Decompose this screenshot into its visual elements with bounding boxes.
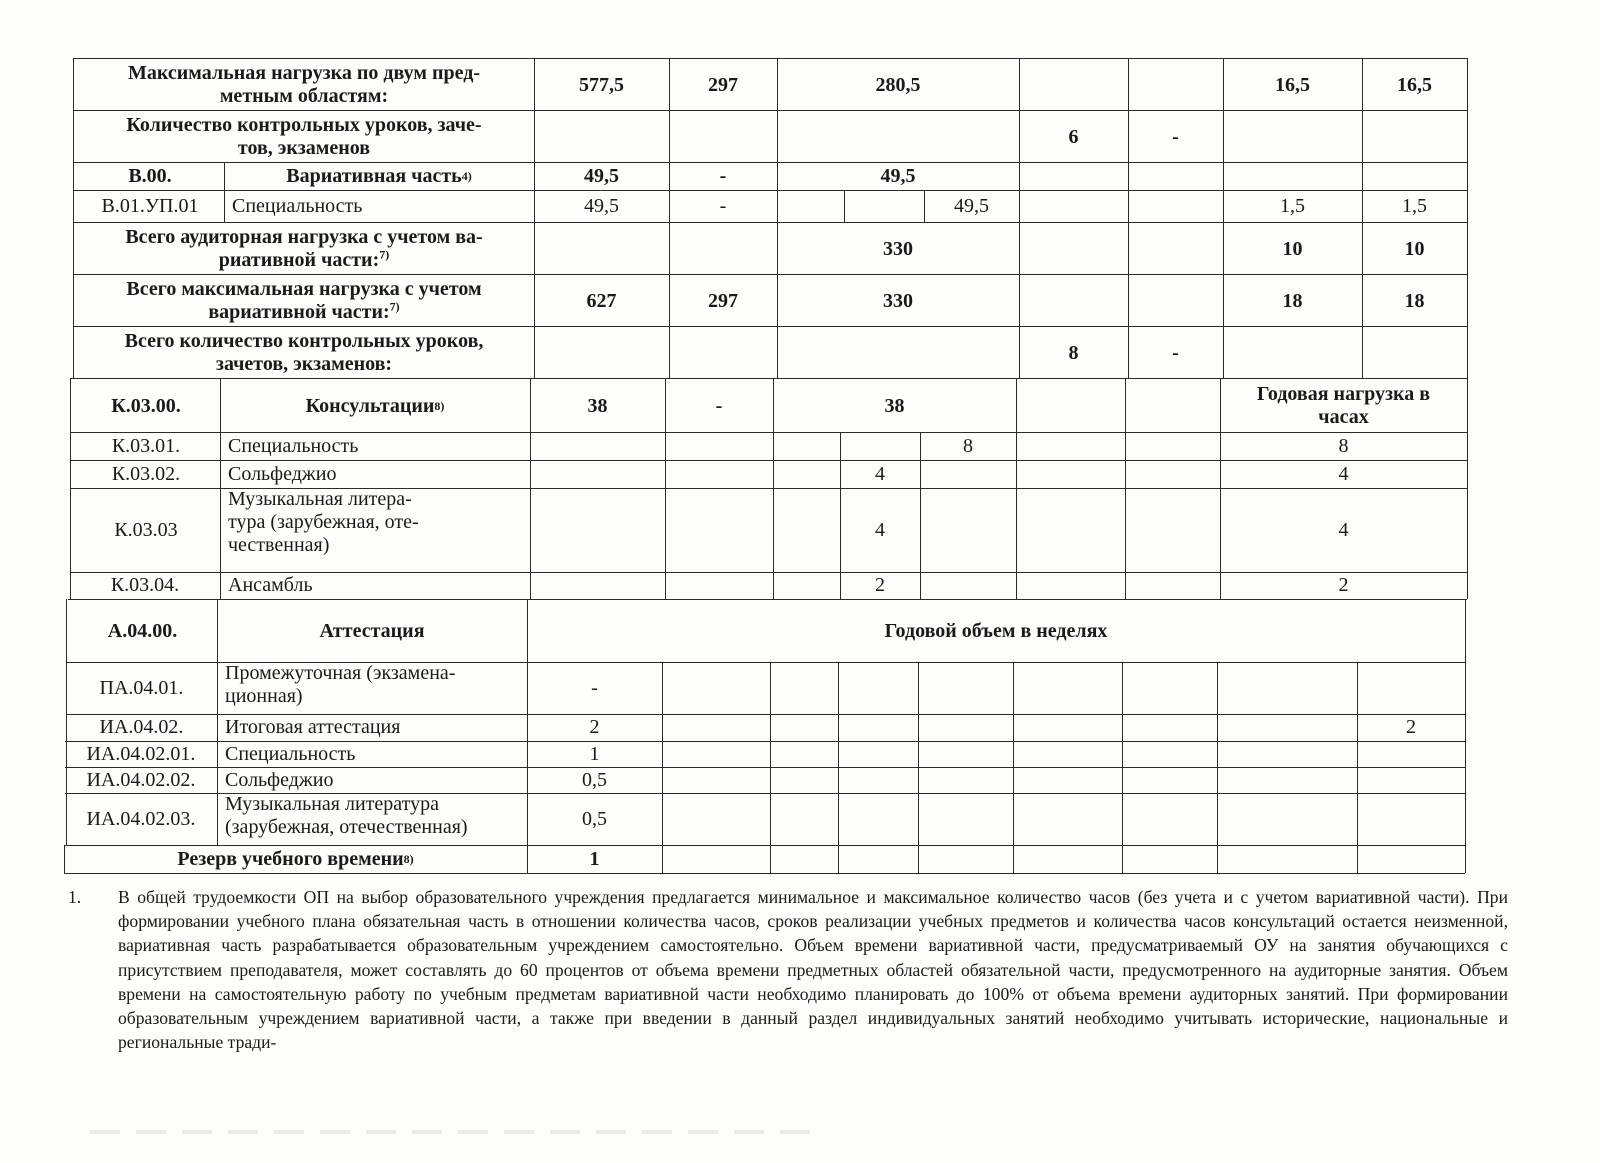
k04-label: Ансамбль xyxy=(228,574,313,596)
reserve-value: 1 xyxy=(589,847,600,870)
total-max-sem1: 18 xyxy=(1282,289,1303,312)
total-aud-label: Всего аудиторная нагрузка с учетом ва- риативной части:$^{7)}$ xyxy=(125,226,483,271)
speciality-label: Специальность xyxy=(232,194,363,217)
consult-self: - xyxy=(715,394,723,417)
control-count-exams: 6 xyxy=(1068,125,1079,148)
total-control-exams: 8 xyxy=(1068,341,1079,364)
ia-last-value: 2 xyxy=(1406,716,1416,738)
k03-annual: 4 xyxy=(1338,518,1349,541)
speciality-self: - xyxy=(719,194,727,217)
k03-code: К.03.03 xyxy=(114,518,178,541)
consult-annual-header: Годовая нагрузка в часах xyxy=(1256,383,1431,428)
total-max-label: Всего максимальная нагрузка с учетом вариативной части:$^{7)}$ xyxy=(126,278,482,323)
total-aud-value: 330 xyxy=(883,237,913,260)
ia2-value: 0,5 xyxy=(582,768,607,791)
footnote-text: В общей трудоемкости ОП на выбор образовательного учреждения предлагается минимальное и максимальное количество часов (без учета и с учетом вариативной части). При формировании учебного плана обязательная часть в отношении количества часов, сроков реализации учебных предметов и количества часов консультаций остается неизменной, вариативная часть разрабатывается образовательным учреждением самостоятельно. Объем времени вариативной части, предусматриваемый ОУ на занятия обучающихся с присутствием преподавателя, может составлять до 60 процентов от объема времени предметных областей обязательной части, предусмотренного на аудиторные занятия. Объем времени на самостоятельную работу по учебным предметам вариативной части необходимо планировать до 100% от объема времени аудиторных занятий. При формировании образовательным учреждением вариативной части, а также при введении в данный раздел индивидуальных занятий необходимо учитывать исторические, национальные и региональные тради- xyxy=(118,887,1508,1053)
footnote-number: 1. xyxy=(68,887,82,907)
speciality-total: 49,5 xyxy=(584,194,619,217)
pa-code: ПА.04.01. xyxy=(99,676,184,699)
consult-code: К.03.00. xyxy=(111,394,181,417)
pa-value: - xyxy=(591,676,598,699)
ia-code: ИА.04.02. xyxy=(99,716,184,738)
variative-aud: 49,5 xyxy=(880,164,916,187)
ia3-code: ИА.04.02.03. xyxy=(86,807,196,830)
k01-code: К.03.01. xyxy=(111,434,181,457)
ia-label: Итоговая аттестация xyxy=(225,716,401,738)
scan-artifact xyxy=(90,1130,810,1134)
ia3-value: 0,5 xyxy=(582,807,607,830)
ia-value: 2 xyxy=(589,716,600,738)
k04-code: К.03.04. xyxy=(110,574,180,596)
total-control-label: Всего количество контрольных уроков, зачетов, экзаменов: xyxy=(124,330,484,375)
variative-code: В.00. xyxy=(128,164,172,187)
speciality-code: В.01.УП.01 xyxy=(101,194,199,217)
max-load-total: 577,5 xyxy=(579,73,624,96)
k02-label: Сольфеджио xyxy=(228,462,337,485)
max-load-sem2: 16,5 xyxy=(1397,73,1432,96)
total-max-aud: 330 xyxy=(883,289,913,312)
k03-value: 4 xyxy=(875,518,885,541)
footnote xyxy=(68,885,1508,1054)
k01-value: 8 xyxy=(963,434,973,457)
k03-label: Музыкальная литера- тура (зарубежная, оте- чественная) xyxy=(228,488,419,556)
speciality-individual: 49,5 xyxy=(954,194,989,217)
k04-value: 2 xyxy=(875,574,885,596)
consult-aud: 38 xyxy=(884,394,905,417)
max-load-sem1: 16,5 xyxy=(1275,73,1310,96)
k02-value: 4 xyxy=(875,462,885,485)
ia2-code: ИА.04.02.02. xyxy=(86,768,196,791)
k01-annual: 8 xyxy=(1338,434,1349,457)
variative-total: 49,5 xyxy=(584,164,619,187)
variative-self: - xyxy=(719,164,727,187)
ia1-label: Специальность xyxy=(225,742,356,765)
k01-label: Специальность xyxy=(228,434,359,457)
k02-annual: 4 xyxy=(1338,462,1349,485)
ia1-value: 1 xyxy=(589,742,600,765)
control-count-dash: - xyxy=(1172,125,1179,148)
total-max-self: 297 xyxy=(708,289,738,312)
total-control-dash: - xyxy=(1172,341,1179,364)
ia2-label: Сольфеджио xyxy=(225,768,334,791)
pa-label: Промежуточная (экзамена- ционная) xyxy=(225,662,456,707)
max-load-label: Максимальная нагрузка по двум пред- метным областям: xyxy=(128,62,480,107)
consult-total: 38 xyxy=(587,394,608,417)
control-count-label: Количество контрольных уроков, заче- тов, экзаменов xyxy=(126,114,482,159)
reserve-label: Резерв учебного времени 8) xyxy=(177,847,414,870)
total-aud-sem1: 10 xyxy=(1282,237,1303,260)
total-aud-sem2: 10 xyxy=(1404,237,1425,260)
ia3-label: Музыкальная литература (зарубежная, отечественная) xyxy=(225,793,468,838)
speciality-sem2: 1,5 xyxy=(1402,194,1427,217)
total-max-total: 627 xyxy=(586,289,617,312)
attest-label: Аттестация xyxy=(319,620,425,642)
max-load-aud: 280,5 xyxy=(875,73,921,96)
variative-label: Вариативная часть 4) xyxy=(286,164,472,187)
consult-label: Консультации 8) xyxy=(305,394,445,417)
max-load-self: 297 xyxy=(708,73,738,96)
speciality-sem1: 1,5 xyxy=(1280,194,1305,217)
total-max-sem2: 18 xyxy=(1404,289,1425,312)
attest-header: Годовой объем в неделях xyxy=(884,620,1108,642)
k04-annual: 2 xyxy=(1338,574,1349,596)
k02-code: К.03.02. xyxy=(111,462,181,485)
attest-code: А.04.00. xyxy=(107,620,178,642)
ia1-code: ИА.04.02.01. xyxy=(86,742,196,765)
